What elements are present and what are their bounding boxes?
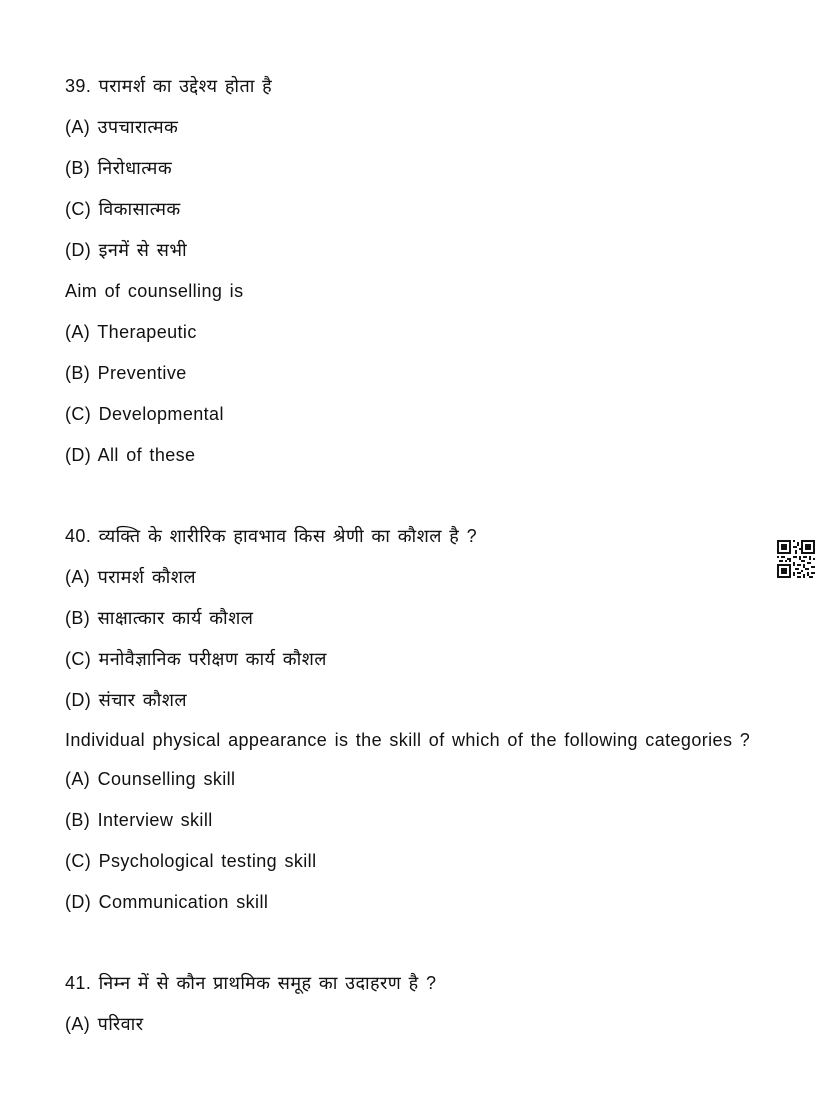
question-40-english-option-b: (B) Interview skill — [65, 810, 213, 830]
question-39-hindi-option-d: (D) इनमें से सभी — [65, 240, 188, 260]
question-39-hindi-option-a: (A) उपचारात्मक — [65, 117, 179, 137]
question-40-hindi-option-b: (B) साक्षात्कार कार्य कौशल — [65, 608, 254, 628]
question-41-hindi-text: 41. निम्न में से कौन प्राथमिक समूह का उदाहरण है ? — [65, 973, 437, 993]
qr-code-icon — [777, 540, 815, 578]
question-paper-page — [65, 72, 755, 1051]
question-39-english-option-b: (B) Preventive — [65, 363, 187, 383]
question-40-hindi-text: 40. व्यक्ति के शारीरिक हावभाव किस श्रेणी का कौशल है ? — [65, 526, 478, 546]
question-41 — [65, 969, 755, 1038]
question-40-english-option-a: (A) Counselling skill — [65, 769, 236, 789]
question-39-hindi-text: 39. परामर्श का उद्देश्य होता है — [65, 76, 273, 96]
question-40-hindi-option-c: (C) मनोवैज्ञानिक परीक्षण कार्य कौशल — [65, 649, 327, 669]
question-40-hindi-option-a: (A) परामर्श कौशल — [65, 567, 196, 587]
question-spacer — [65, 929, 755, 969]
question-39-english-option-a: (A) Therapeutic — [65, 322, 197, 342]
question-41-hindi-option-a: (A) परिवार — [65, 1014, 144, 1034]
question-40 — [65, 522, 755, 916]
question-40-hindi-option-d: (D) संचार कौशल — [65, 690, 187, 710]
question-40-english-option-d: (D) Communication skill — [65, 892, 269, 912]
question-40-english-option-c: (C) Psychological testing skill — [65, 851, 317, 871]
question-39-hindi-option-c: (C) विकासात्मक — [65, 199, 181, 219]
question-39 — [65, 72, 755, 469]
question-39-english-option-c: (C) Developmental — [65, 404, 224, 424]
question-39-english-option-d: (D) All of these — [65, 445, 196, 465]
question-39-hindi-option-b: (B) निरोधात्मक — [65, 158, 173, 178]
question-40-english-text: Individual physical appearance is the skill of which of the following categories ? — [65, 730, 751, 750]
question-39-english-text: Aim of counselling is — [65, 281, 244, 301]
question-spacer — [65, 482, 755, 522]
